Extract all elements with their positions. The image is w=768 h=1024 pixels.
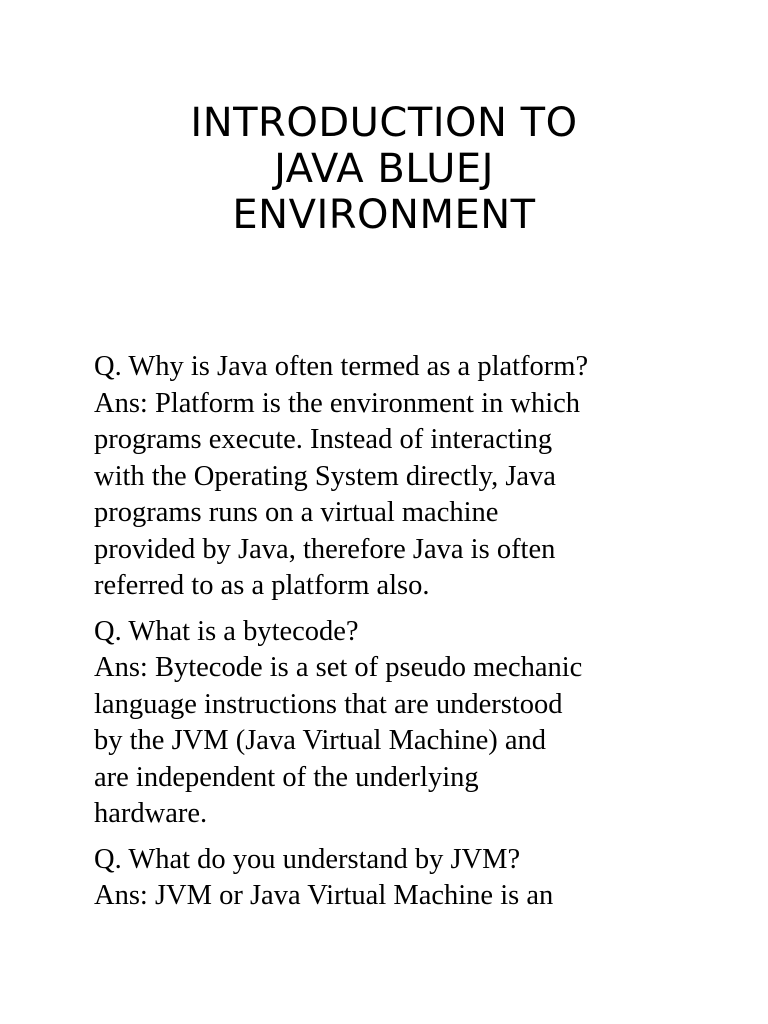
page-title	[0, 100, 768, 238]
answer-line: with the Operating System directly, Java	[94, 460, 556, 492]
answer-line: are independent of the underlying	[94, 761, 479, 793]
answer-line: hardware.	[94, 798, 208, 829]
answer-line: programs execute. Instead of interacting	[94, 424, 553, 455]
title-line: JAVA BLUEJ	[274, 146, 494, 192]
qa-block-bytecode	[94, 614, 734, 833]
title-line: INTRODUCTION TO	[190, 100, 578, 146]
answer-line: language instructions that are understood	[94, 688, 563, 720]
qa-block-platform	[94, 349, 734, 605]
answer-line: Ans: JVM or Java Virtual Machine is an	[94, 880, 554, 911]
answer-line: by the JVM (Java Virtual Machine) and	[94, 725, 547, 756]
answer-line: provided by Java, therefore Java is often	[94, 533, 556, 565]
answer-line: referred to as a platform also.	[94, 570, 430, 601]
qa-block-jvm	[94, 842, 734, 915]
question-line: Q. What do you understand by JVM?	[94, 843, 521, 875]
answer-line: Ans: Bytecode is a set of pseudo mechanic	[94, 652, 583, 683]
question-line: Q. Why is Java often termed as a platform?	[94, 351, 589, 382]
document-body	[94, 349, 734, 924]
question-line: Q. What is a bytecode?	[94, 615, 359, 647]
answer-line: Ans: Platform is the environment in which	[94, 387, 581, 419]
answer-line: programs runs on a virtual machine	[94, 497, 499, 528]
title-line: ENVIRONMENT	[232, 192, 536, 238]
